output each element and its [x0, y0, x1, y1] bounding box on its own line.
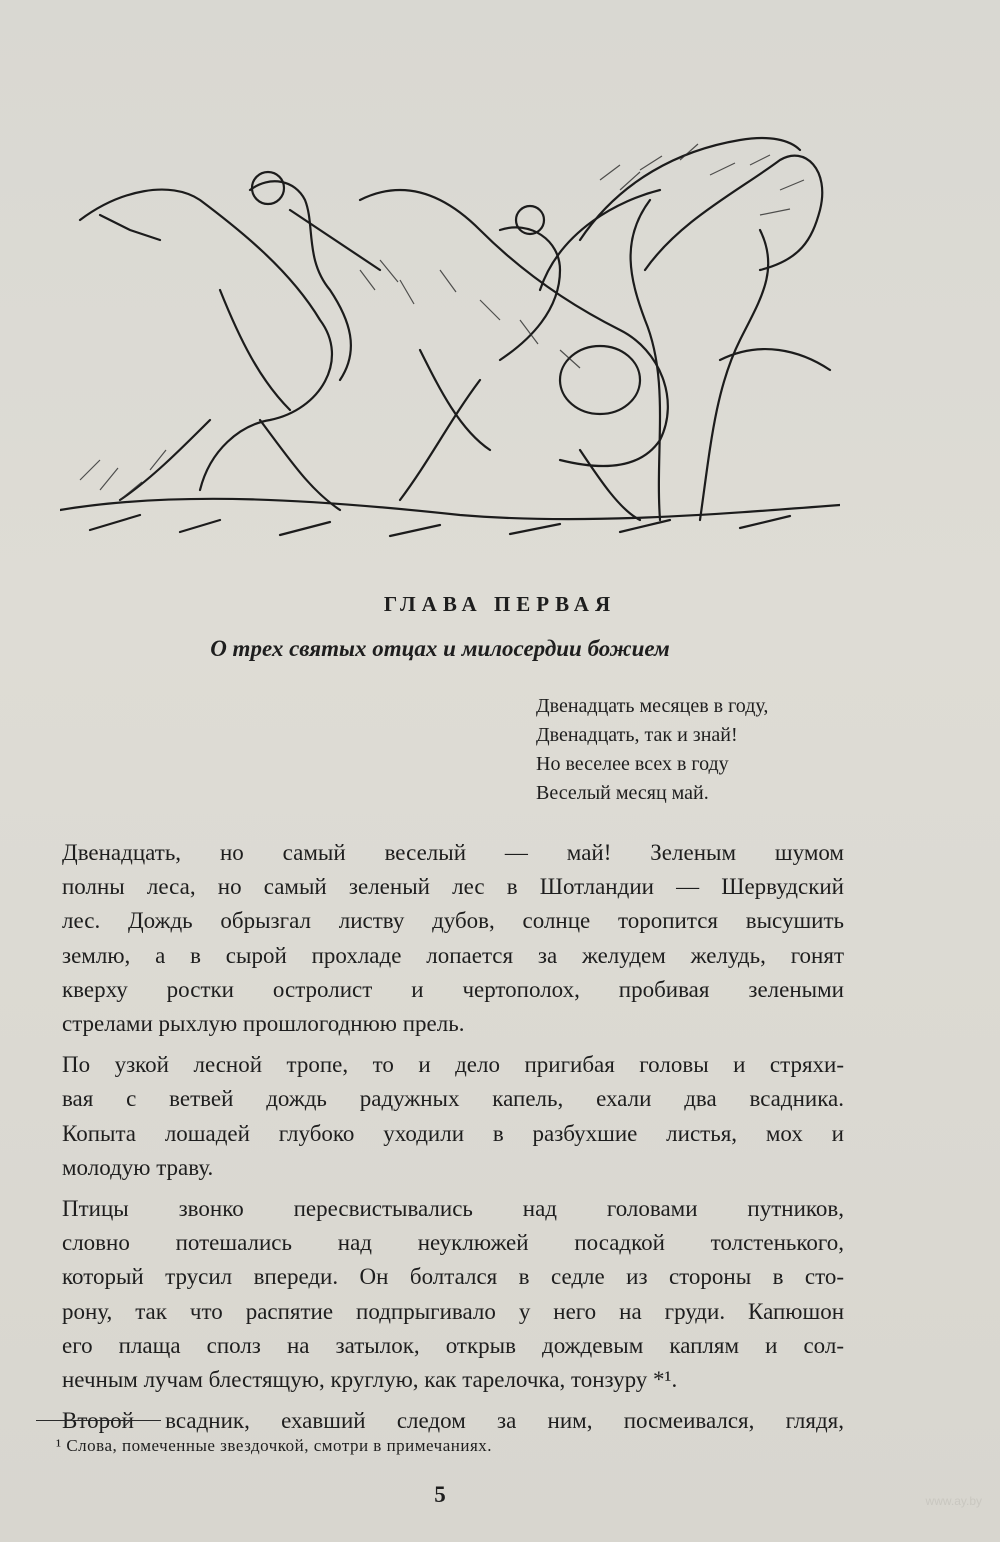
text-line: нечным лучам блестящую, круглую, как тарелочка, тонзуру *¹. — [62, 1367, 678, 1393]
epigraph-line: Двенадцать, так и знай! — [536, 724, 738, 746]
text-line: Копыта лошадей глубоко уходили в разбухшие листья, мох и — [62, 1120, 844, 1146]
text-line: словно потешались над неуклюжей посадкой толстенького, — [62, 1230, 844, 1256]
page-number: 5 — [434, 1482, 446, 1507]
epigraph-line: Двенадцать месяцев в году, — [536, 695, 769, 717]
footnote: ¹ Слова, помеченные звездочкой, смотри в примечаниях. — [56, 1436, 493, 1455]
epigraph — [536, 692, 876, 808]
chapter-title: ГЛАВА ПЕРВАЯ — [383, 592, 617, 616]
paragraph — [62, 836, 844, 1041]
paragraph — [62, 1048, 844, 1185]
footnote-rule — [36, 1420, 161, 1421]
text-line: который трусил впереди. Он болтался в седле из стороны в сто- — [62, 1264, 844, 1290]
text-line: полны леса, но самый зеленый лес в Шотландии — Шервудский — [62, 874, 844, 900]
riders-illustration — [60, 120, 840, 540]
body-text — [62, 836, 844, 1438]
text-line: Двенадцать, но самый веселый — май! Зеленым шумом — [62, 840, 844, 865]
epigraph-line: Но веселее всех в году — [536, 753, 729, 775]
text-line: По узкой лесной тропе, то и дело пригибая головы и стряхи- — [62, 1052, 844, 1078]
text-line: Птицы звонко пересвистывались над головами путников, — [62, 1196, 844, 1222]
paragraph — [62, 1192, 844, 1397]
paragraph — [62, 1404, 844, 1438]
text-line: лес. Дождь обрызгал листву дубов, солнце торопится высушить — [62, 908, 844, 934]
text-line: рону, так что распятие подпрыгивало у него на груди. Капюшон — [62, 1298, 844, 1324]
text-line: молодую траву. — [62, 1154, 214, 1180]
chapter-subtitle: О трех святых отцах и милосердии божием — [210, 636, 670, 661]
watermark: www.ay.by — [925, 1494, 982, 1508]
text-line: кверху ростки остролист и чертополох, пробивая зелеными — [62, 976, 844, 1002]
text-line: землю, а в сырой прохладе лопается за желудем желудь, гонят — [62, 942, 844, 968]
text-line: его плаща сполз на затылок, открыв дождевым каплям и сол- — [62, 1332, 844, 1358]
text-line: стрелами рыхлую прошлогоднюю прель. — [62, 1011, 465, 1037]
epigraph-line: Веселый месяц май. — [536, 782, 709, 804]
text-line: Второй всадник, ехавший следом за ним, посмеивался, глядя, — [62, 1408, 844, 1434]
text-line: вая с ветвей дождь радужных капель, ехали два всадника. — [62, 1086, 844, 1112]
